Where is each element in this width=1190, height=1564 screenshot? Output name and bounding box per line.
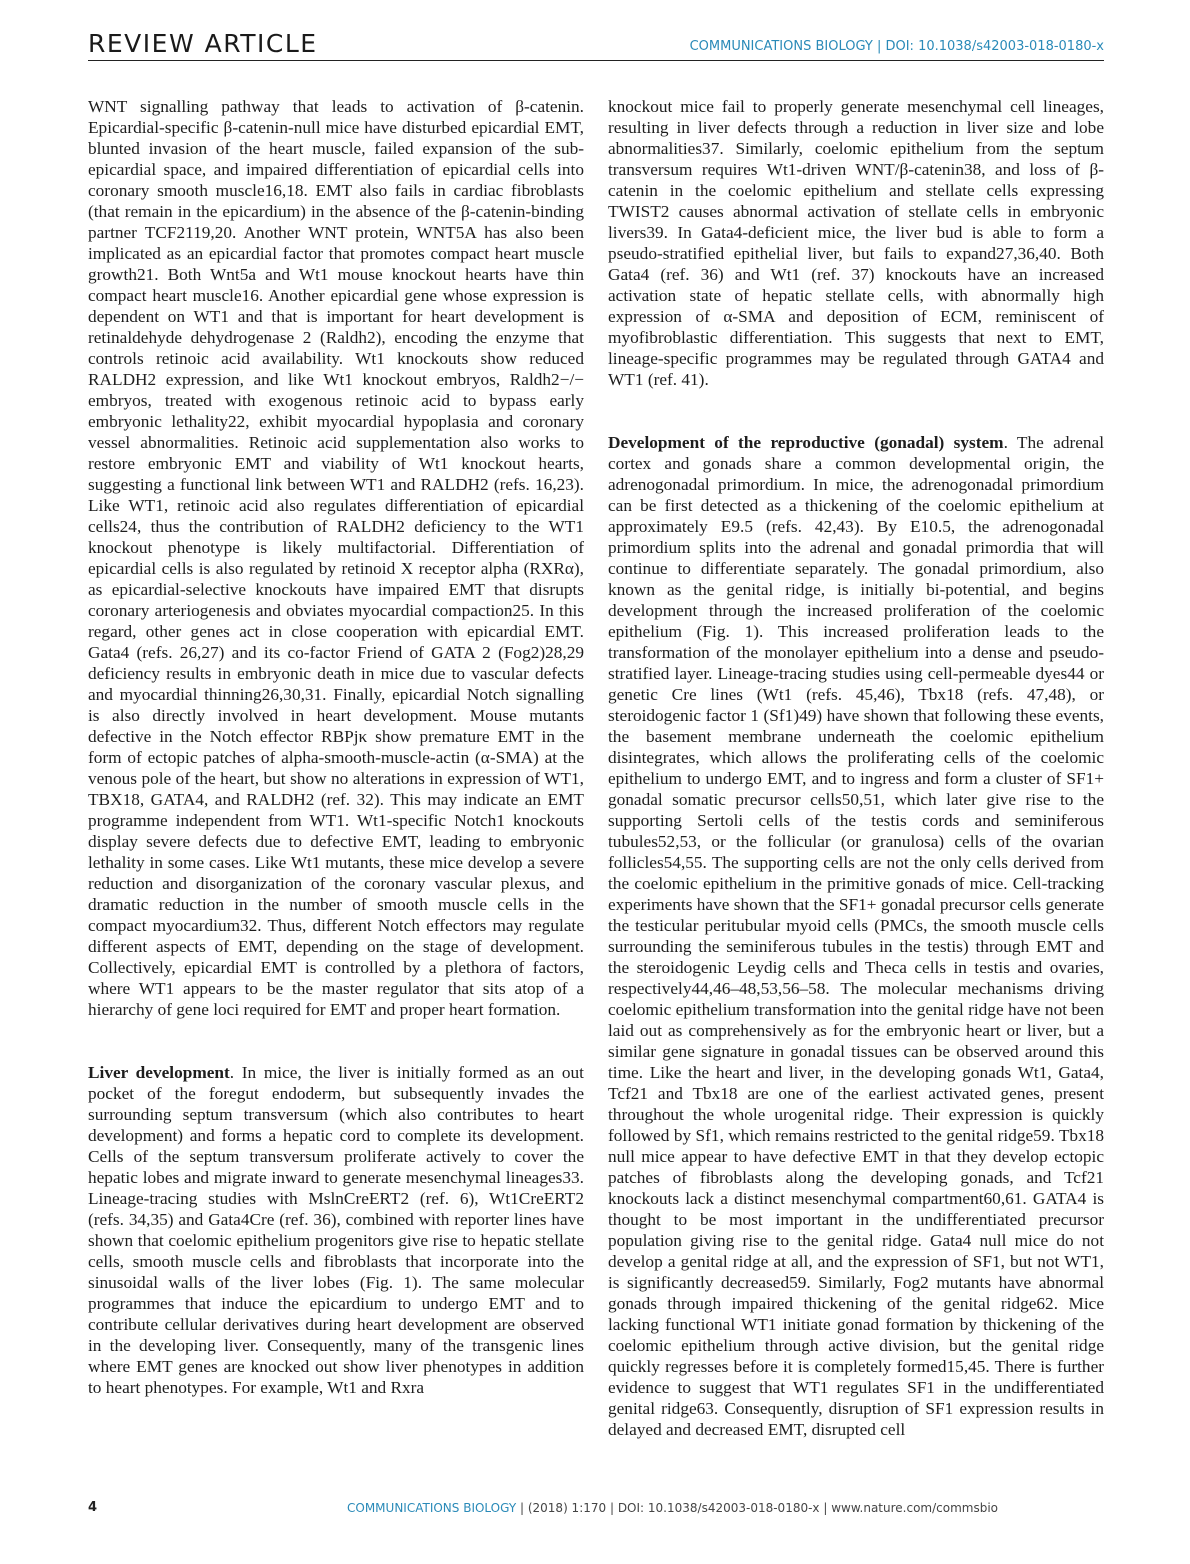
footer-citation <box>347 1501 998 1515</box>
body-paragraph: knockout mice fail to properly generate mesenchymal cell lineages, resulting in liver defects through a reduction in liver size and lobe abnormalities37. Similarly, coelomic epithelium from the septum transversum requires Wt1-driven WNT/β-catenin38, and loss of β-catenin in the coelomic epithelium and stellate cells expressing TWIST2 causes abnormal activation of stellate cells in embryonic livers39. In Gata4-deficient mice, the liver bud is able to form a pseudo-stratified epithelial liver, but fails to expand27,36,40. Both Gata4 (ref. 36) and Wt1 (ref. 37) knockouts have an increased activation state of hepatic stellate cells, with abnormally high expression of α-SMA and deposition of ECM, reminiscent of myofibroblastic differentiation. This suggests that next to EMT, lineage-specific programmes may be regulated through GATA4 and WT1 (ref. 41). <box>608 97 1104 389</box>
header-divider <box>88 60 1104 61</box>
journal-doi-header[interactable]: COMMUNICATIONS BIOLOGY | DOI: 10.1038/s42003-018-0180-x <box>689 39 1104 54</box>
section-heading-reproductive: Development of the reproductive (gonadal) system <box>608 433 1004 452</box>
article-type-label: REVIEW ARTICLE <box>88 29 318 58</box>
section-paragraph: . The adrenal cortex and gonads share a common developmental origin, the adrenogonadal primordium. In mice, the adrenogonadal primordium can be first detected as a thickening of the coelomic epithelium at approximately E9.5 (refs. 42,43). By E10.5, the adrenogonadal primordium splits into the adrenal and gonadal primordia that will continue to differentiate separately. The gonadal primordium, also known as the genital ridge, is initially bi-potential, and begins development through the increased proliferation of the coelomic epithelium (Fig. 1). This increased proliferation leads to the transformation of the monolayer epithelium into a dense and pseudo-stratified layer. Lineage-tracing studies using cell-permeable dyes44 or genetic Cre lines (Wt1 (refs. 45,46), Tbx18 (refs. 47,48), or steroidogenic factor 1 (Sf1)49) have shown that following these events, the basement membrane underneath the coelomic epithelium disintegrates, which allows the proliferating cells of the coelomic epithelium to undergo EMT, and to ingress and form a cluster of SF1+ gonadal somatic precursor cells50,51, which later give rise to the supporting Sertoli cells of the testis cords and seminiferous tubules52,53, or the follicular (or granulosa) cells of the ovarian follicles54,55. The supporting cells are not the only cells derived from the coelomic epithelium in the primitive gonads of mice. Cell-tracking experiments have shown that the SF1+ gonadal precursor cells generate the testicular peritubular myoid cells (PMCs, the smooth muscle cells surrounding the seminiferous tubules in the testis) through EMT and the steroidogenic Leydig cells and Theca cells in testis and ovaries, respectively44,46–48,53,56–58. The molecular mechanisms driving coelomic epithelium transformation into the genital ridge have not been laid out as comprehensively as for the embryonic heart or liver, but a similar gene signature in gonadal tissues can be observed around this time. Like the heart and liver, in the developing gonads Wt1, Gata4, Tcf21 and Tbx18 are one of the earliest activated genes, present throughout the whole urogenital ridge. Their expression is quickly followed by Sf1, which remains restricted to the genital ridge59. Tbx18 null mice appear to have defective EMT in that they develop ectopic patches of fibroblasts along the developing gonads, and Tcf21 knockouts lack a distinct mesenchymal compartment60,61. GATA4 is thought to be most important in the undifferentiated precursor population giving rise to the genital ridge. Gata4 null mice do not develop a genital ridge at all, and the expression of SF1, but not WT1, is significantly decreased59. Similarly, Fog2 mutants have abnormal gonads through impaired thickening of the genital ridge62. Mice lacking functional WT1 initiate gonad formation by thickening of the coelomic epithelium through active division, but the genital ridge quickly regresses before it is completely formed15,45. There is further evidence to suggest that WT1 regulates SF1 in the undifferentiated genital ridge63. Consequently, disruption of SF1 expression results in delayed and decreased EMT, disrupted cell <box>608 433 1104 1439</box>
left-column <box>88 96 584 1398</box>
page-number: 4 <box>88 1500 98 1515</box>
right-column <box>608 96 1104 1440</box>
footer-doi[interactable]: | (2018) 1:170 | DOI: 10.1038/s42003-018-0180-x | www.nature.com/commsbio <box>516 1501 999 1515</box>
body-paragraph <box>88 1062 584 1398</box>
footer-journal-name[interactable]: COMMUNICATIONS BIOLOGY <box>347 1501 517 1515</box>
section-paragraph: . In mice, the liver is initially formed as an out pocket of the foregut endoderm, but subsequently invades the surrounding septum transversum (which also contributes to heart development) and forms a hepatic cord to complete its development. Cells of the septum transversum proliferate actively to cover the hepatic lobes and migrate inward to generate mesenchymal lineages33. Lineage-tracing studies with MslnCreERT2 (ref. 6), Wt1CreERT2 (refs. 34,35) and Gata4Cre (ref. 36), combined with reporter lines have shown that coelomic epithelium progenitors give rise to hepatic stellate cells, smooth muscle cells and fibroblasts that incorporate into the sinusoidal walls of the liver lobes (Fig. 1). The same molecular programmes that induce the epicardium to undergo EMT and to contribute cellular derivatives during heart development are observed in the developing liver. Consequently, many of the transgenic lines where EMT genes are knocked out show liver phenotypes in addition to heart phenotypes. For example, Wt1 and Rxra <box>88 1063 584 1397</box>
body-paragraph <box>608 432 1104 1440</box>
section-heading-liver: Liver development <box>88 1063 230 1082</box>
body-paragraph: WNT signalling pathway that leads to activation of β-catenin. Epicardial-specific β-catenin-null mice have disturbed epicardial EMT, blunted invasion of the heart muscle, failed expansion of the sub-epicardial space, and impaired differentiation of epicardial cells into coronary smooth muscle16,18. EMT also fails in cardiac fibroblasts (that remain in the epicardium) in the absence of the β-catenin-binding partner TCF2119,20. Another WNT protein, WNT5A has also been implicated as an epicardial factor that promotes compact heart muscle growth21. Both Wnt5a and Wt1 mouse knockout hearts have thin compact heart muscle16. Another epicardial gene whose expression is dependent on WT1 and that is important for heart development is retinaldehyde dehydrogenase 2 (Raldh2), encoding the enzyme that controls retinoic acid availability. Wt1 knockouts show reduced RALDH2 expression, and like Wt1 knockout embryos, Raldh2−/− embryos, treated with exogenous retinoic acid to bypass early embryonic lethality22, exhibit myocardial hypoplasia and coronary vessel abnormalities. Retinoic acid supplementation also works to restore embryonic EMT and viability of Wt1 knockout hearts, suggesting a functional link between WT1 and RALDH2 (refs. 16,23). Like WT1, retinoic acid also regulates differentiation of epicardial cells24, thus the contribution of RALDH2 deficiency to the WT1 knockout phenotype is likely multifactorial. Differentiation of epicardial cells is also regulated by retinoid X receptor alpha (RXRα), as epicardial-selective knockouts have impaired EMT that disrupts coronary arteriogenesis and obviates myocardial compaction25. In this regard, other genes act in close cooperation with epicardial EMT. Gata4 (refs. 26,27) and its co-factor Friend of GATA 2 (Fog2)28,29 deficiency results in embryonic death in mice due to vascular defects and myocardial thinning26,30,31. Finally, epicardial Notch signalling is also directly involved in heart development. Mouse mutants defective in the Notch effector RBPjκ show premature EMT in the form of ectopic patches of alpha-smooth-muscle-actin (α-SMA) at the venous pole of the heart, but show no alterations in expression of WT1, TBX18, GATA4, and RALDH2 (ref. 32). This may indicate an EMT programme independent from WT1. Wt1-specific Notch1 knockouts display severe defects due to defective EMT, leading to embryonic lethality in some cases. Like Wt1 mutants, these mice develop a severe reduction and disorganization of the coronary vascular plexus, and dramatic reduction in the number of smooth muscle cells in the compact myocardium32. Thus, different Notch effectors may regulate different aspects of EMT, depending on the stage of development. Collectively, epicardial EMT is controlled by a plethora of factors, where WT1 appears to be the master regulator that sits atop of a hierarchy of gene loci required for EMT and proper heart formation. <box>88 97 584 1019</box>
